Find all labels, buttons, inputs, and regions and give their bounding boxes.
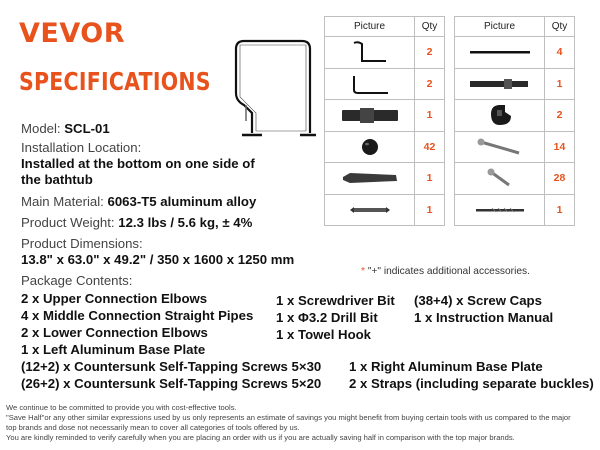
footer-line-3: top brands and dose not necessarily mean to cover all categories of tools offered by us. <box>6 423 300 432</box>
pkg-lower-elbows: 2 x Lower Connection Elbows <box>21 325 208 340</box>
parts-table-right <box>454 16 575 226</box>
pkg-screws-20: (26+2) x Countersunk Self-Tapping Screws 5×20 <box>21 376 322 391</box>
page-title: SPECIFICATIONS <box>19 67 211 96</box>
spec-weight <box>21 215 252 231</box>
spec-dims-label: Product Dimensions: <box>21 236 143 251</box>
pkg-screw-caps: (38+4) x Screw Caps <box>414 293 542 308</box>
hex-key-large-icon <box>350 39 390 65</box>
pkg-straps: 2 x Straps (including separate buckles) <box>349 376 594 391</box>
hex-key-small-icon <box>348 72 392 96</box>
pkg-screws-30: (12+2) x Countersunk Self-Tapping Screws 5×30 <box>21 359 322 374</box>
spec-install-label: Installation Location: <box>21 140 142 155</box>
pkg-screwdriver-bit: 1 x Screwdriver Bit <box>276 293 395 308</box>
short-screw-icon <box>483 166 517 190</box>
table-row <box>455 68 575 100</box>
table-header-picture: Picture <box>455 17 545 37</box>
qty-cell: 1 <box>415 163 445 195</box>
table-row <box>455 100 575 132</box>
table-row <box>325 163 445 195</box>
table-row <box>455 131 575 163</box>
qty-cell: 1 <box>415 194 445 226</box>
qty-cell: 2 <box>415 37 445 69</box>
spec-dims-value: 13.8" x 63.0" x 49.2" / 350 x 1600 x 1250 mm <box>21 252 295 267</box>
pkg-middle-pipes: 4 x Middle Connection Straight Pipes <box>21 308 254 323</box>
qty-cell: 2 <box>415 68 445 100</box>
pkg-drill-bit: 1 x Φ3.2 Drill Bit <box>276 310 378 325</box>
pkg-right-plate: 1 x Right Aluminum Base Plate <box>349 359 543 374</box>
table-row <box>325 37 445 69</box>
brand-logo: VEVOR <box>19 18 126 49</box>
qty-cell: 2 <box>545 100 575 132</box>
base-plate-long-icon <box>468 76 532 92</box>
screwdriver-bit-icon <box>348 203 392 217</box>
note-text: "+" indicates additional accessories. <box>367 266 530 277</box>
accessories-note <box>361 266 530 277</box>
parts-table-left <box>324 16 445 226</box>
table-row <box>325 131 445 163</box>
spec-install-line2: the bathtub <box>21 172 93 187</box>
table-header-picture: Picture <box>325 17 415 37</box>
qty-cell: 28 <box>545 163 575 195</box>
pkg-upper-elbows: 2 x Upper Connection Elbows <box>21 291 208 306</box>
spec-weight-value: 12.3 lbs / 5.6 kg, ± 4% <box>118 215 253 230</box>
drill-bit-icon <box>472 205 528 215</box>
qty-cell: 1 <box>545 68 575 100</box>
table-header-qty: Qty <box>415 17 445 37</box>
table-row <box>325 100 445 132</box>
spec-material <box>21 194 256 210</box>
note-star: * <box>361 266 365 277</box>
strap-icon <box>340 104 400 126</box>
spec-package-label: Package Contents: <box>21 273 133 288</box>
table-header-qty: Qty <box>545 17 575 37</box>
base-plate-icon <box>340 169 400 187</box>
straight-pipe-icon <box>468 47 532 57</box>
spec-material-label: Main Material: <box>21 194 104 209</box>
towel-hook-icon <box>485 102 515 128</box>
pkg-manual: 1 x Instruction Manual <box>414 310 554 325</box>
qty-cell: 1 <box>545 194 575 226</box>
screw-cap-icon <box>358 135 382 159</box>
table-row <box>455 163 575 195</box>
table-row <box>325 194 445 226</box>
table-row <box>325 68 445 100</box>
long-screw-icon <box>475 136 525 158</box>
pkg-towel-hook: 1 x Towel Hook <box>276 327 372 342</box>
qty-cell: 42 <box>415 131 445 163</box>
spec-model <box>21 121 110 137</box>
shower-curtain-frame-image <box>222 35 317 147</box>
spec-model-value: SCL-01 <box>64 121 110 136</box>
spec-material-value: 6063-T5 aluminum alloy <box>107 194 257 209</box>
footer-line-1: We continue to be committed to provide you with cost-effective tools. <box>6 403 237 412</box>
footer-line-2: "Save Half"or any other similar expressions used by us only represents an estimate of savings you might benefit from buying certain tools with us compared to the major <box>6 413 571 422</box>
qty-cell: 14 <box>545 131 575 163</box>
spec-weight-label: Product Weight: <box>21 215 115 230</box>
spec-model-label: Model: <box>21 121 61 136</box>
spec-install-line1: Installed at the bottom on one side of <box>21 156 255 171</box>
table-row <box>455 194 575 226</box>
pkg-left-plate: 1 x Left Aluminum Base Plate <box>21 342 206 357</box>
qty-cell: 1 <box>415 100 445 132</box>
footer-line-4: You are kindly reminded to verify carefully when you are placing an order with us if you are actually saving half in comparison with the top major brands. <box>6 433 515 442</box>
qty-cell: 4 <box>545 37 575 69</box>
table-row <box>455 37 575 69</box>
